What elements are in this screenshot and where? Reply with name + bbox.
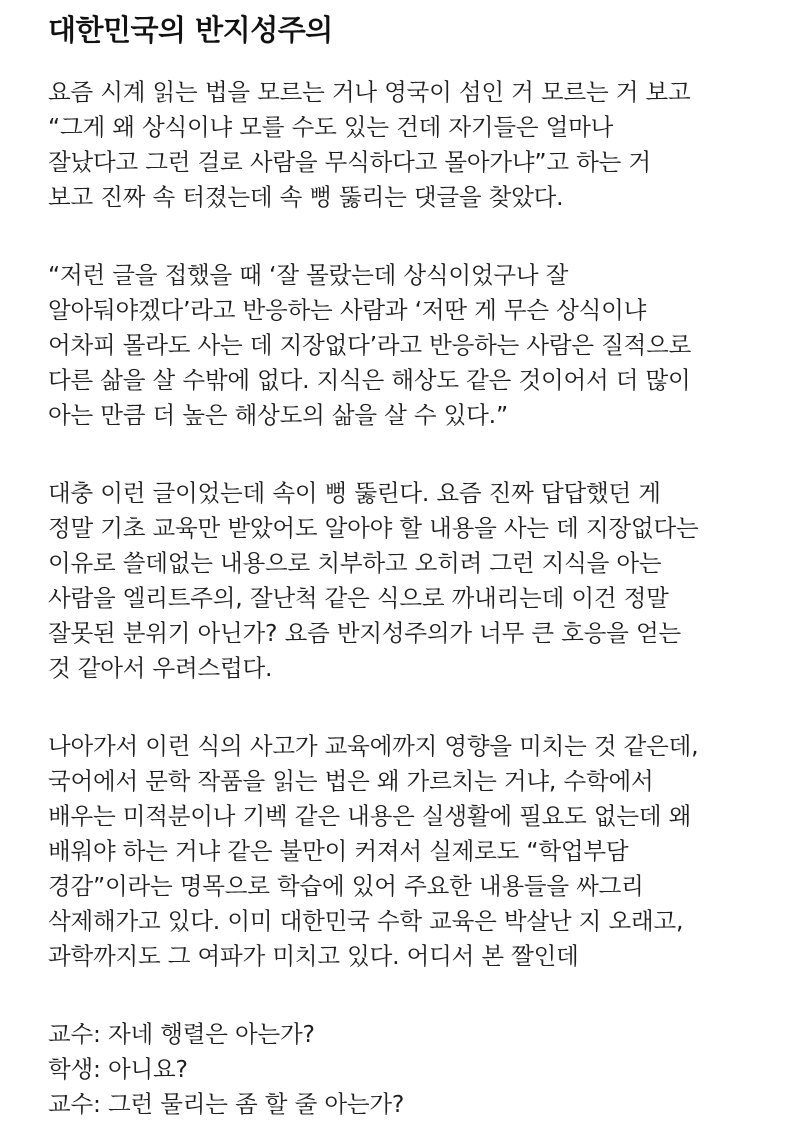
text-line: 배우는 미적분이나 기벡 같은 내용은 실생활에 필요도 없는데 왜 — [48, 802, 692, 830]
text-line: 잘못된 분위기 아닌가? 요즘 반지성주의가 너무 큰 호응을 얻는 — [48, 619, 681, 647]
text-line: 국어에서 문학 작품을 읽는 법은 왜 가르치는 거냐, 수학에서 — [48, 767, 654, 795]
text-line: 이유로 쓸데없는 내용으로 치부하고 오히려 그런 지식을 아는 — [48, 549, 662, 577]
text-line: 어차피 몰라도 사는 데 지장없다’라고 반응하는 사람은 질적으로 — [48, 331, 692, 359]
paragraph-5-dialogue — [48, 1017, 788, 1122]
dialogue-line: 학생: 아니요? — [48, 1055, 188, 1083]
text-line: 경감”이라는 명목으로 학습에 있어 주요한 내용들을 싸그리 — [48, 872, 644, 900]
paragraph-3 — [48, 476, 788, 686]
text-line: 과학까지도 그 여파가 미치고 있다. 어디서 본 짤인데 — [48, 942, 579, 970]
text-line: 사람을 엘리트주의, 잘난척 같은 식으로 까내리는데 이건 정말 — [48, 584, 669, 612]
text-line: 삭제해가고 있다. 이미 대한민국 수학 교육은 박살난 지 오래고, — [48, 907, 684, 935]
text-line: 요즘 시계 읽는 법을 모르는 거나 영국이 섬인 거 모르는 거 보고 — [48, 78, 691, 106]
post-body — [48, 75, 788, 1122]
paragraph-4 — [48, 729, 788, 974]
text-line: 정말 기초 교육만 받았어도 알아야 할 내용을 사는 데 지장없다는 — [48, 514, 699, 542]
text-line: 대충 이런 글이었는데 속이 뻥 뚫린다. 요즘 진짜 답답했던 게 — [48, 479, 661, 507]
text-line: 것 같아서 우려스럽다. — [48, 654, 273, 682]
text-line: 다른 삶을 살 수밖에 없다. 지식은 해상도 같은 것이어서 더 많이 — [48, 366, 691, 394]
text-line: 나아가서 이런 식의 사고가 교육에까지 영향을 미치는 것 같은데, — [48, 732, 699, 760]
text-line: 아는 만큼 더 높은 해상도의 삶을 살 수 있다.” — [48, 401, 508, 429]
paragraph-2-quote — [48, 258, 788, 433]
dialogue-line: 교수: 자네 행렬은 아는가? — [48, 1020, 315, 1048]
text-line: 알아둬야겠다’라고 반응하는 사람과 ‘저딴 게 무슨 상식이냐 — [48, 296, 647, 324]
paragraph-1 — [48, 75, 788, 215]
text-line: “저런 글을 접했을 때 ‘잘 몰랐는데 상식이었구나 잘 — [48, 261, 569, 289]
text-line: 잘났다고 그런 걸로 사람을 무식하다고 몰아가냐”고 하는 거 — [48, 148, 651, 176]
dialogue-line: 교수: 그런 물리는 좀 할 줄 아는가? — [48, 1090, 405, 1118]
text-line: 배워야 하는 거냐 같은 불만이 커져서 실제로도 “학업부담 — [48, 837, 629, 865]
text-line: “그게 왜 상식이냐 모를 수도 있는 건데 자기들은 얼마나 — [48, 113, 614, 141]
post-title: 대한민국의 반지성주의 — [48, 13, 333, 47]
text-line: 보고 진짜 속 터졌는데 속 뻥 뚫리는 댓글을 찾았다. — [48, 183, 564, 211]
